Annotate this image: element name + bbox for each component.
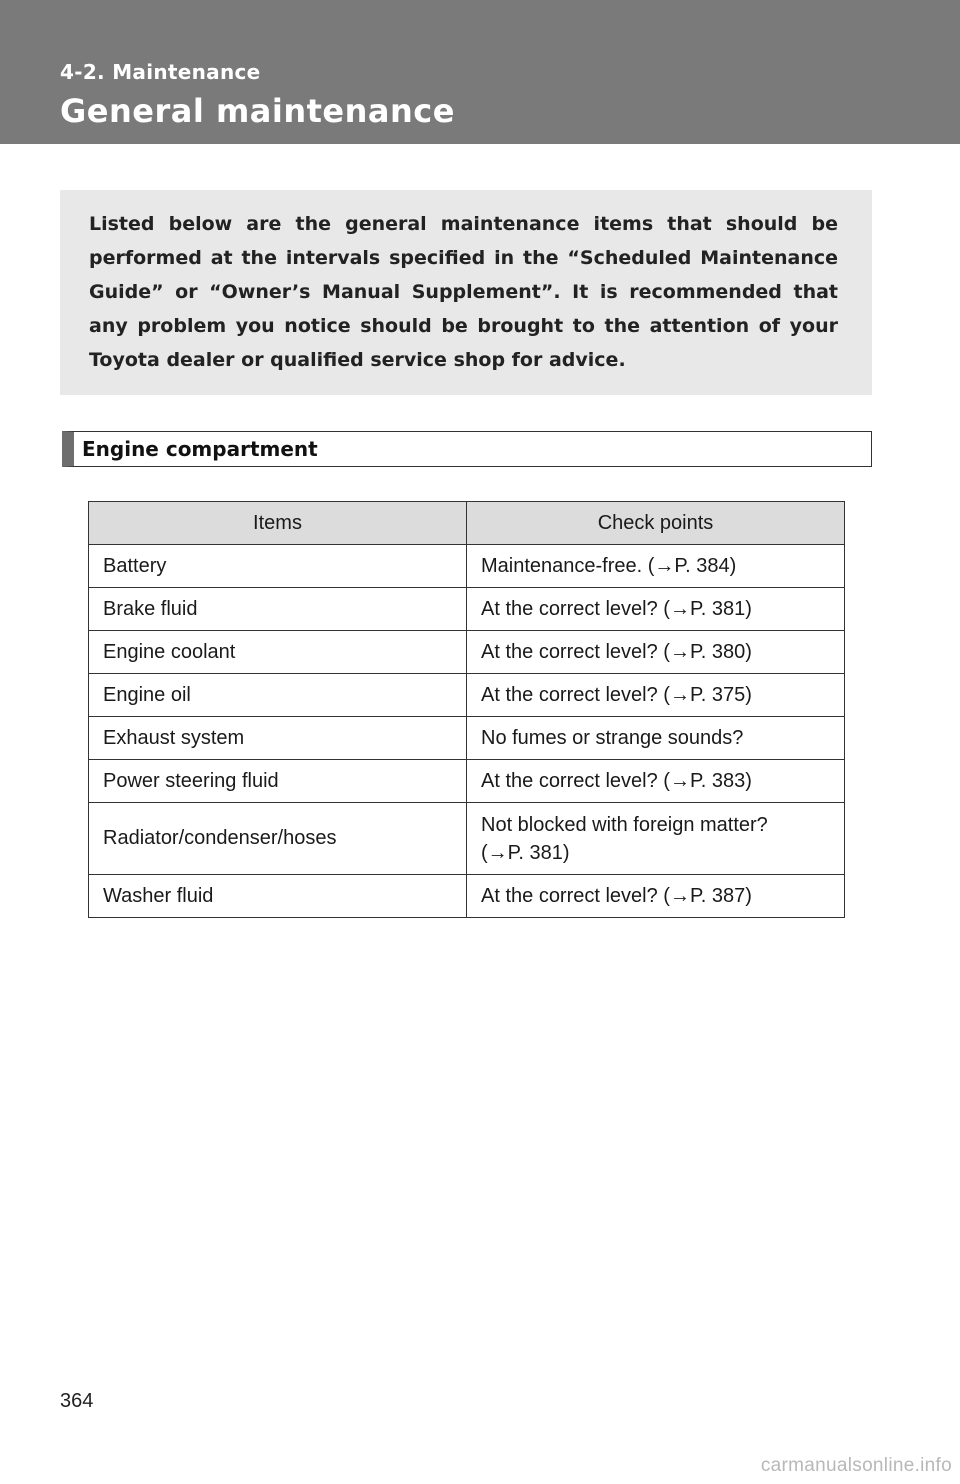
table-header-row [89, 502, 845, 545]
table-row [89, 803, 845, 875]
subheading-text: Engine compartment [82, 437, 318, 461]
section-label: 4-2. Maintenance [60, 60, 261, 84]
item-cell: Radiator/condenser/hoses [89, 803, 467, 875]
table-row [89, 631, 845, 674]
item-cell: Washer fluid [89, 875, 467, 918]
item-cell: Power steering fluid [89, 760, 467, 803]
intro-box [60, 190, 872, 395]
subheading-engine-compartment [62, 431, 872, 467]
check-cell: Not blocked with foreign matter? (→P. 381) [467, 803, 845, 875]
column-header-items: Items [89, 502, 467, 545]
item-cell: Brake fluid [89, 588, 467, 631]
table-row [89, 717, 845, 760]
page-number: 364 [60, 1390, 94, 1412]
table-row [89, 674, 845, 717]
table-row [89, 588, 845, 631]
check-cell: No fumes or strange sounds? [467, 717, 845, 760]
table-row [89, 875, 845, 918]
check-cell: At the correct level? (→P. 381) [467, 588, 845, 631]
check-cell: At the correct level? (→P. 383) [467, 760, 845, 803]
check-cell: At the correct level? (→P. 387) [467, 875, 845, 918]
check-cell: At the correct level? (→P. 380) [467, 631, 845, 674]
table-row [89, 760, 845, 803]
maintenance-table [88, 501, 845, 918]
page-title: General maintenance [60, 92, 455, 130]
check-cell: At the correct level? (→P. 375) [467, 674, 845, 717]
item-cell: Engine coolant [89, 631, 467, 674]
page-header-band [0, 0, 960, 144]
item-cell: Exhaust system [89, 717, 467, 760]
column-header-check-points: Check points [467, 502, 845, 545]
check-cell: Maintenance-free. (→P. 384) [467, 545, 845, 588]
item-cell: Engine oil [89, 674, 467, 717]
watermark: carmanualsonline.info [760, 1455, 952, 1476]
item-cell: Battery [89, 545, 467, 588]
intro-text: Listed below are the general maintenance items that should be performed at the intervals specified in the “Scheduled Maintenance Guide” or “Owner’s Manual Supplement”. It is recommended that any problem you notice should be brought to the attention of your Toyota dealer or qualified service shop for advice. [89, 213, 838, 371]
table-row [89, 545, 845, 588]
